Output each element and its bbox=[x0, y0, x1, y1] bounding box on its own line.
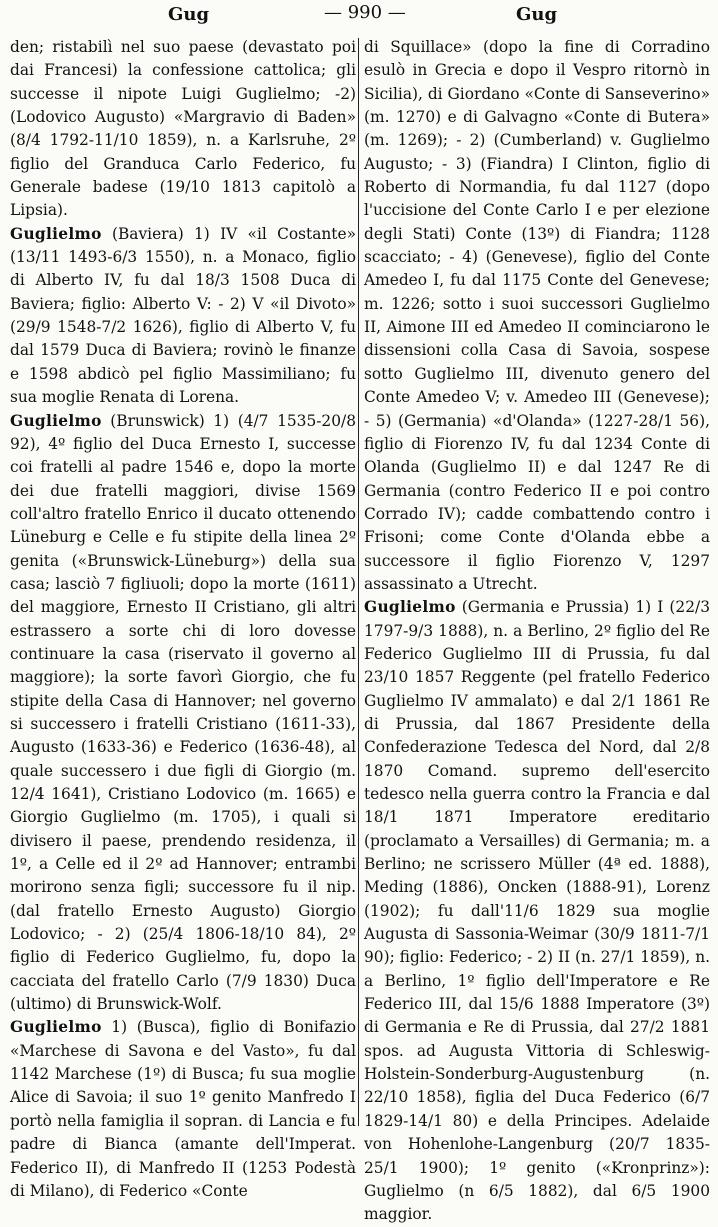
entry bbox=[364, 596, 710, 1226]
header-right-guide-word: Gug bbox=[516, 4, 558, 25]
entry bbox=[10, 36, 356, 223]
entry bbox=[364, 36, 710, 596]
page-header bbox=[0, 0, 718, 32]
column-divider bbox=[358, 38, 359, 1126]
entry bbox=[10, 410, 356, 1017]
entry-text: (Baviera) 1) IV «il Costante» (13/11 1493-6/3 1550), n. a Monaco, figlio di Alberto IV, fu dal 18/3 1508 Duca di Baviera; figlio: Alberto V: - 2) V «il Divoto» (29/9 1548-7/2 1626), figlio di Alberto V, fu dal 1579 Duca di Baviera; rovinò le finanze e 1598 abdicò pel figlio Massimiliano; fu sua moglie Renata di Lorena. bbox=[10, 224, 356, 407]
entry-text: di Squillace» (dopo la fine di Corradino esulò in Grecia e dopo il Vespro ritornò in Sicilia), di Giordano «Conte di Sanseverino» (m. 1270) e di Galvagno «Conte di Butera» (m. 1269); - 2) (Cumberland) v. Guglielmo Augusto; - 3) (Fiandra) I Clinton, figlio di Roberto di Normandia, fu dal 1127 (dopo l'uccisione del Conte Carlo I e per elezione degli Stati) Conte (13º) di Fiandra; 1128 scacciato; - 4) (Genevese), figlio del Conte Amedeo I, fu dal 1175 Conte del Genevese; m. 1226; sotto i suoi successori Guglielmo II, Aimone III ed Amedeo II cominciarono le dissensioni colla Casa di Savoia, sospese sotto Guglielmo III, divenuto genero del Conte Amedeo V; v. Amedeo III (Genevese); - 5) (Germania) «d'Olanda» (1227-28/1 56), figlio di Fiorenzo IV, fu dal 1234 Conte di Olanda (Guglielmo II) e dal 1247 Re di Germania (contro Federico II e poi contro Corrado IV); cadde combattendo contro i Frisoni; come Conte d'Olanda ebbe a successore il figlio Fiorenzo V, 1297 assassinato a Utrecht. bbox=[364, 38, 710, 593]
entry-headword: Guglielmo bbox=[10, 411, 102, 430]
entry-text: (Brunswick) 1) (4/7 1535-20/8 92), 4º figlio del Duca Ernesto I, successe coi fratelli al padre 1546 e, dopo la morte dei due fratelli maggiori, divise 1569 coll'altro fratello Enrico il ducato ottenendo Lüneburg e Celle e fu stipite della linea 2º genita («Brunswick-Lüneburg») della sua casa; lasciò 7 figliuoli; dopo la morte (1611) del maggiore, Ernesto II Cristiano, gli altri estrassero a sorte chi di loro dovesse continuare la casa (riservato il governo al maggiore); la sorte favorì Giorgio, che fu stipite della Casa di Hannover; nel governo si successero i fratelli Cristiano (1611-33), Augusto (1633-36) e Federico (1636-48), al quale successero i due figli di Giorgio (m. 12/4 1641), Cristiano Lodovico (m. 1665) e Giorgio Guglielmo (m. 1705), i quali si divisero il paese, prendendo residenza, il 1º, a Celle ed il 2º ad Hannover; entrambi morirono senza figli; successore fu il nip. (dal fratello Ernesto Augusto) Giorgio Lodovico; - 2) (25/4 1806-18/10 84), 2º figlio di Federico Guglielmo, fu, dopo la cacciata del fratello Carlo (7/9 1830) Duca (ultimo) di Brunswick-Wolf. bbox=[10, 411, 356, 1014]
entry-text: (Germania e Prussia) 1) I (22/3 1797-9/3 1888), n. a Berlino, 2º figlio del Re Federico Guglielmo III di Prussia, fu dal 23/10 1857 Reggente (pel fratello Federico Guglielmo IV ammalato) e dal 2/1 1861 Re di Prussia, dal 1867 Presidente della Confederazione Tedesca del Nord, dal 2/8 1870 Comand. supremo dell'esercito tedesco nella guerra contro la Francia e dal 18/1 1871 Imperatore ereditario (proclamato a Versailles) di Germania; m. a Berlino; ne scrissero Müller (4ª ed. 1888), Meding (1886), Oncken (1888-91), Lorenz (1902); fu dall'11/6 1829 sua moglie Augusta di Sassonia-Weimar (30/9 1811-7/1 90); figlio: Federico; - 2) II (n. 27/1 1859), n. a Berlino, 1º figlio dell'Imperatore e Re Federico III, dal 15/6 1888 Imperatore (3º) di Germania e Re di Prussia, dal 27/2 1881 spos. ad Augusta Vittoria di Schleswig-Holstein-Sonderburg-Augustenburg (n. 22/10 1858), figlia del Duca Federico (6/7 1829-14/1 80) e della Principes. Adelaide von Hohenlohe-Langenburg (20/7 1835-25/1 1900); 1º genito («Kronprinz»): Guglielmo (n 6/5 1882), dal 6/5 1900 maggior. bbox=[364, 598, 710, 1224]
entry bbox=[10, 1016, 356, 1203]
entry-text: 1) (Busca), figlio di Bonifazio «Marchese di Savona e del Vasto», fu dal 1142 Marchese (1º) di Busca; fu sua moglie Alice di Savoia; il suo 1º genito Manfredo I portò nella famiglia il sopran. di Lancia e fu padre di Bianca (amante dell'Imperat. Federico II), di Manfredo II (1253 Podestà di Milano), di Federico «Conte bbox=[10, 1018, 356, 1200]
entry-headword: Guglielmo bbox=[364, 598, 456, 617]
entry-headword: Guglielmo bbox=[10, 224, 102, 243]
entry bbox=[10, 223, 356, 410]
header-left-guide-word: Gug bbox=[168, 4, 210, 25]
entry-headword: Guglielmo bbox=[10, 1018, 102, 1037]
page-number: — 990 — bbox=[324, 2, 406, 23]
left-column bbox=[10, 36, 356, 1200]
right-column bbox=[364, 36, 710, 1224]
entry-text: den; ristabilì nel suo paese (devastato poi dai Francesi) la confessione cattolica; gli successe il nipote Luigi Guglielmo; -2)(Lodovico Augusto) «Margravio di Baden» (8/4 1792-11/10 1859), n. a Karlsruhe, 2º figlio del Granduca Carlo Federico, fu Generale badese (19/10 1813 capitolò a Lipsia). bbox=[10, 38, 356, 220]
